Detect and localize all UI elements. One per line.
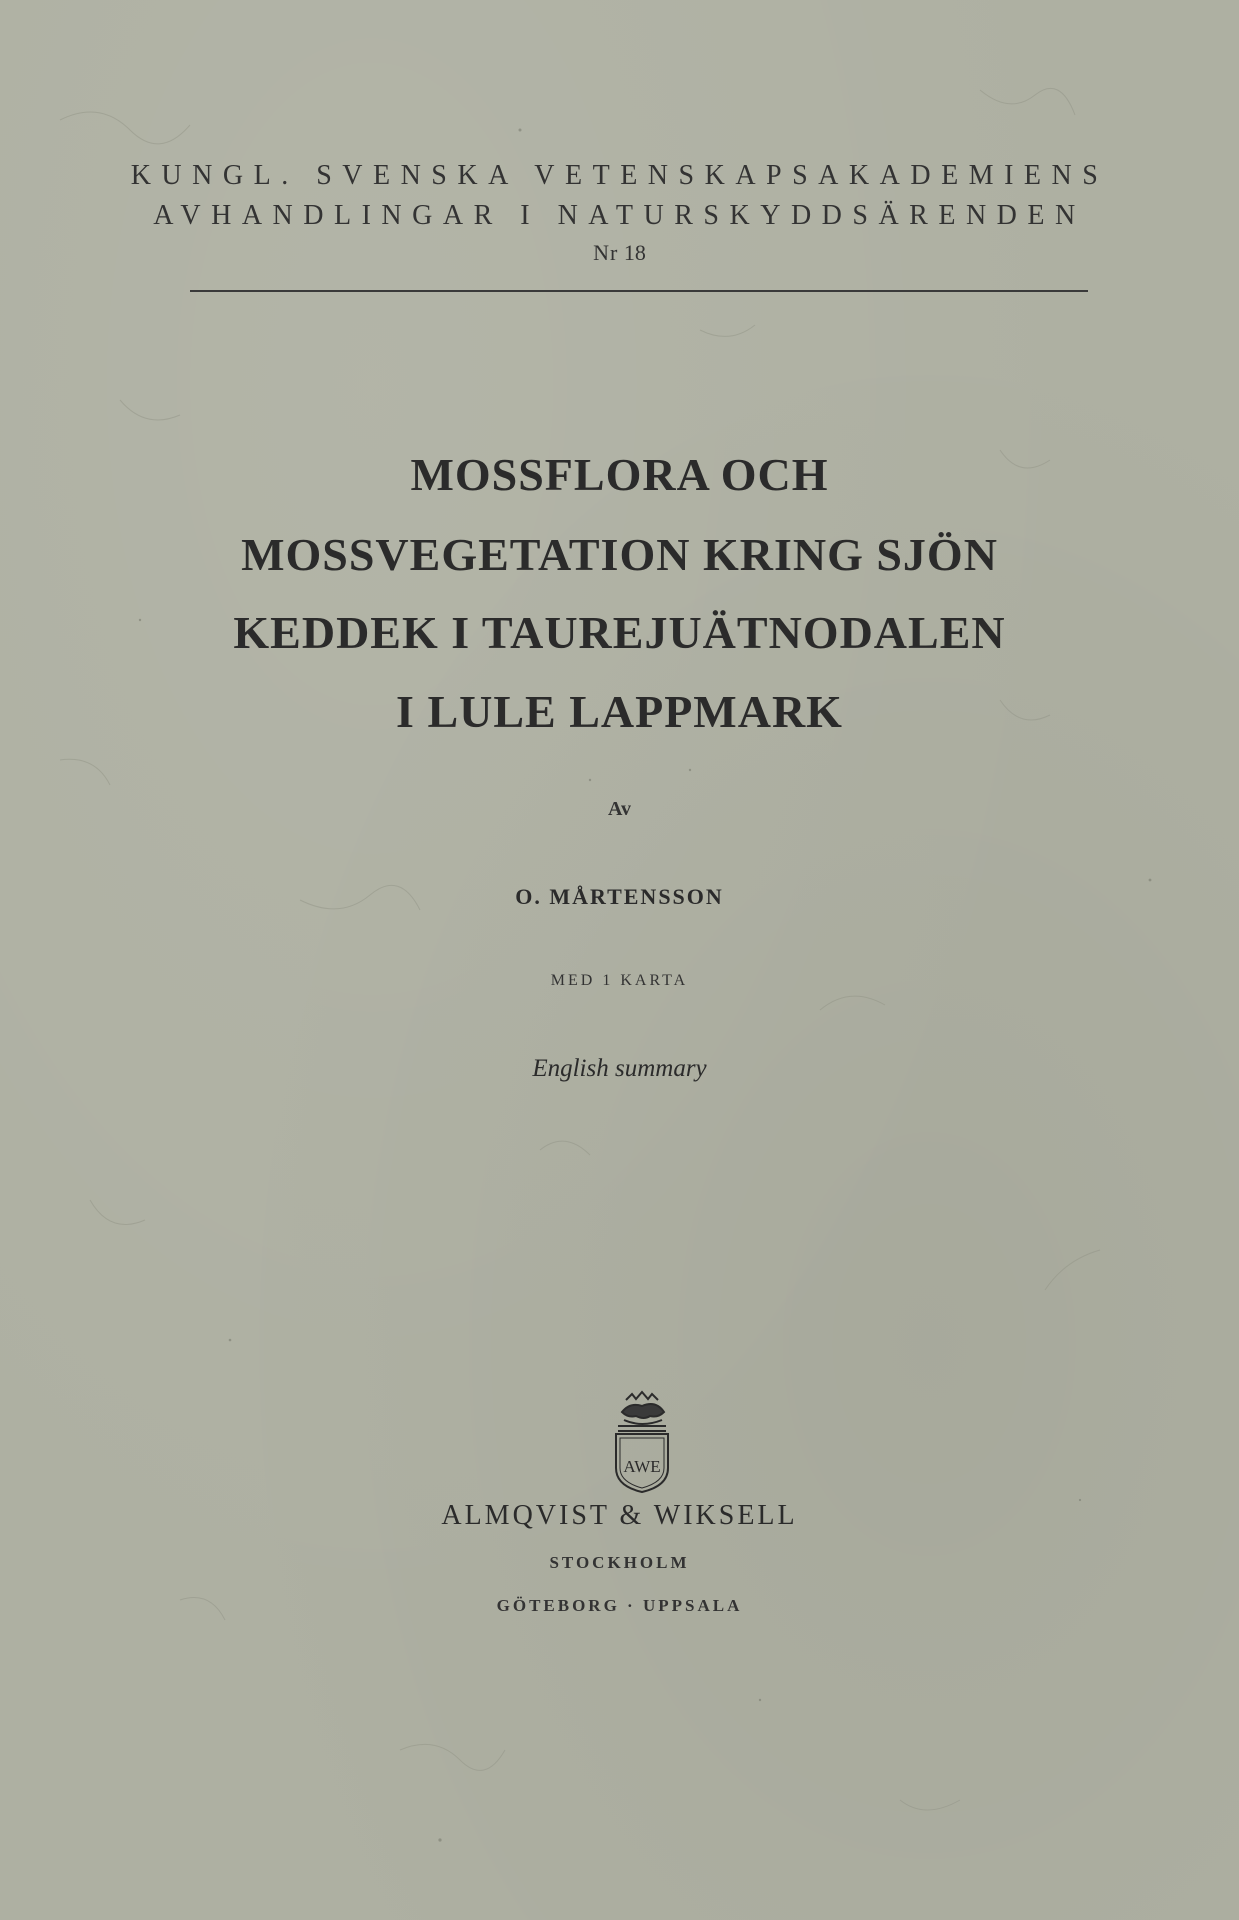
publisher-city-2: GÖTEBORG · UPPSALA — [496, 1596, 743, 1615]
horizontal-rule — [190, 290, 1088, 292]
main-title-line-2: MOSSVEGETATION KRING SJÖN — [241, 529, 998, 580]
main-title-line-1: MOSSFLORA OCH — [410, 449, 829, 500]
summary-note: English summary — [532, 1055, 707, 1082]
publisher-name: ALMQVIST & WIKSELL — [441, 1500, 798, 1531]
series-number — [0, 240, 1239, 266]
series-title-line-2: AVHANDLINGAR I NATURSKYDDSÄRENDEN — [153, 200, 1086, 231]
publisher-city-1: STOCKHOLM — [549, 1553, 690, 1572]
series-title-line-1: KUNGL. SVENSKA VETENSKAPSAKADEMIENS — [130, 160, 1109, 191]
main-title-line-4: I LULE LAPPMARK — [396, 686, 843, 737]
series-number-prefix: Nr — [593, 240, 619, 265]
map-note: MED 1 KARTA — [550, 972, 689, 989]
lion-shield-logo-icon — [604, 1390, 680, 1496]
author-name: O. MÅRTENSSON — [515, 884, 724, 909]
by-label: Av — [608, 798, 631, 820]
logo-text: AWE — [623, 1457, 661, 1476]
series-number-value: 18 — [623, 240, 646, 265]
main-title-line-3: KEDDEK I TAUREJUÄTNODALEN — [233, 607, 1006, 658]
